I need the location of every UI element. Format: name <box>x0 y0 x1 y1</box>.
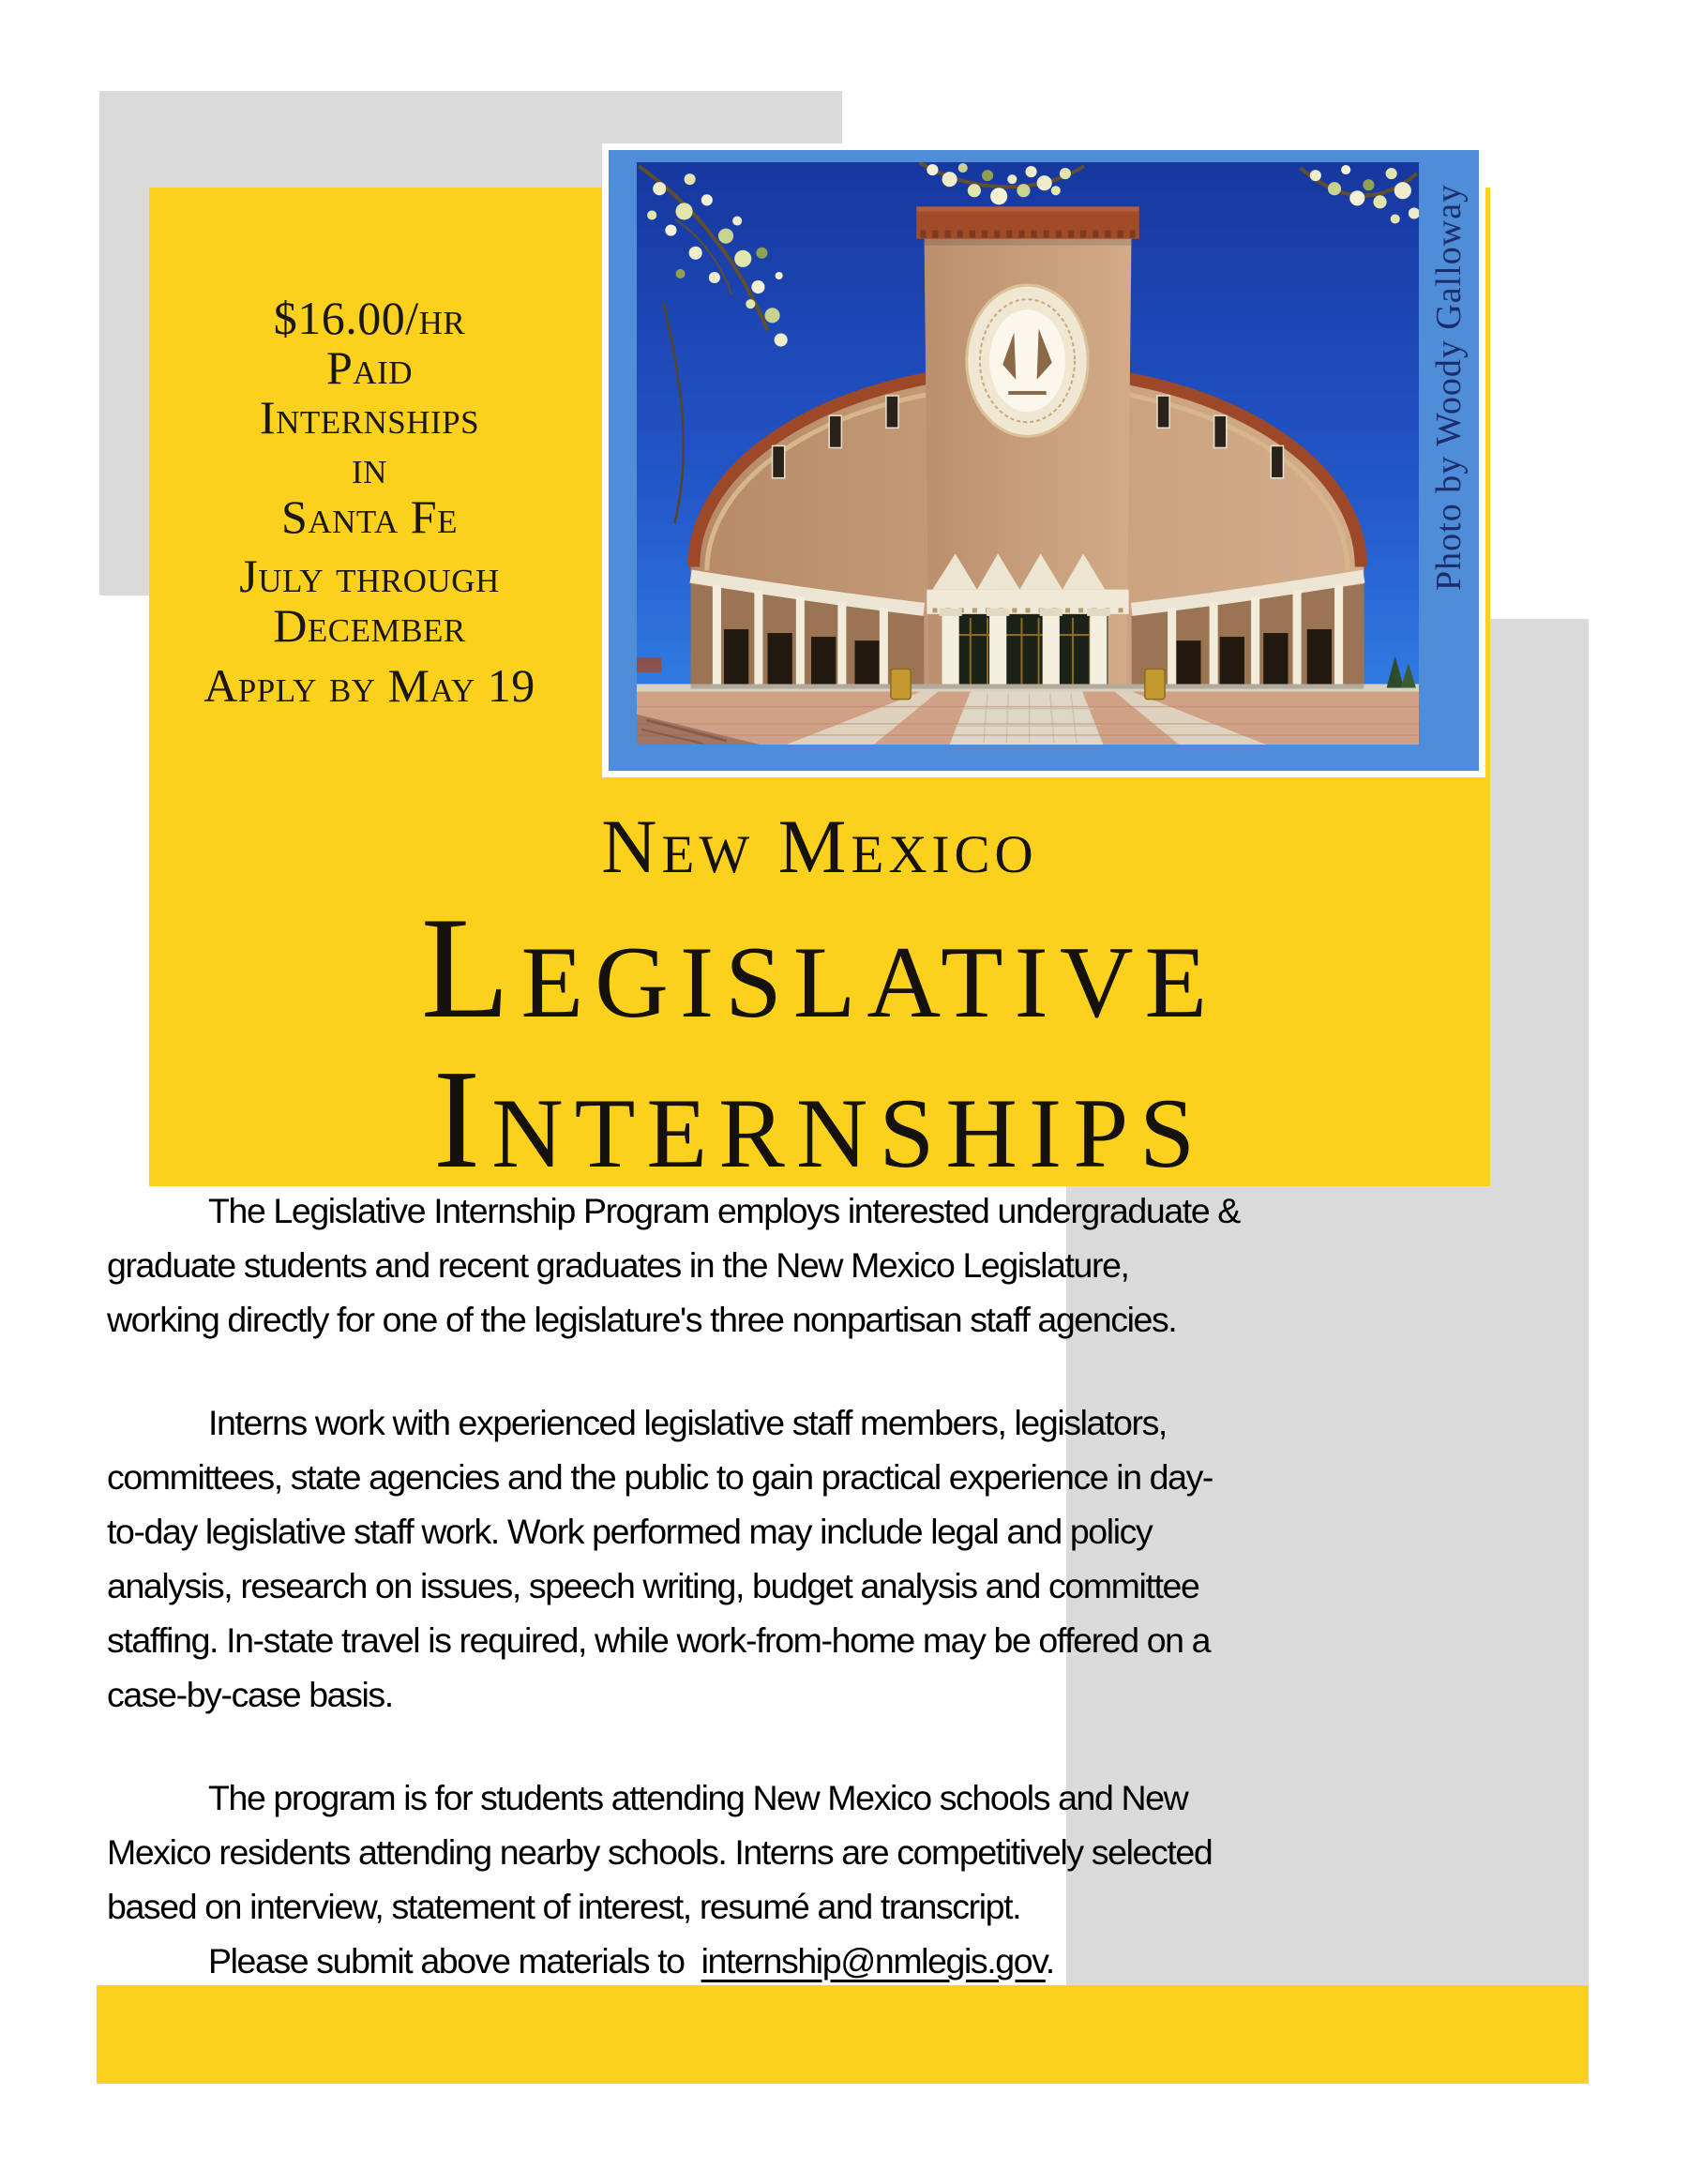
body-line: Mexico residents attending nearby schools. Interns are competitively selected <box>107 1832 1213 1872</box>
body-line: working directly for one of the legislature's three nonpartisan staff agencies. <box>107 1300 1177 1339</box>
promo-block <box>149 294 590 711</box>
body-line: The Legislative Internship Program employs interested undergraduate & <box>208 1191 1240 1230</box>
body-line: committees, state agencies and the public to gain practical experience in day- <box>107 1457 1213 1497</box>
body-line: graduate students and recent graduates in the New Mexico Legislature, <box>107 1245 1129 1285</box>
submit-line <box>107 1934 1420 1988</box>
page-title-new-mexico: New Mexico <box>601 804 1038 889</box>
promo-paid: Paid <box>325 341 413 394</box>
body-line: staffing. In-state travel is required, while work-from-home may be offered on a <box>107 1620 1211 1660</box>
body-line: The program is for students attending New Mexico schools and New <box>208 1778 1188 1817</box>
promo-july-through: July through <box>239 550 500 602</box>
body-line: based on interview, statement of interest, resumé and transcript. <box>107 1887 1021 1926</box>
promo-santa-fe: Santa Fe <box>281 490 458 543</box>
submit-period: . <box>1045 1941 1054 1981</box>
body-line: analysis, research on issues, speech writing, budget analysis and committee <box>107 1566 1199 1605</box>
photo-credit: Photo by Woody Galloway <box>1429 183 1469 591</box>
body-line: case-by-case basis. <box>107 1675 393 1714</box>
promo-in: in <box>352 441 387 493</box>
promo-internships: Internships <box>259 391 480 444</box>
submit-instruction: Please submit above materials to <box>208 1941 701 1981</box>
photo-blue-frame <box>609 150 1479 771</box>
paragraph-intern-work <box>107 1395 1420 1722</box>
yellow-footer-bar <box>97 1985 1589 2084</box>
page-title-legislative: Legislative <box>420 887 1219 1048</box>
promo-apply-deadline: Apply by May 19 <box>203 659 535 712</box>
email-link[interactable]: internship@nmlegis.gov <box>701 1941 1046 1981</box>
promo-december: December <box>273 599 466 652</box>
body-line: to-day legislative staff work. Work performed may include legal and policy <box>107 1512 1153 1551</box>
capitol-photo <box>602 143 1485 777</box>
capitol-photo-illustration <box>637 162 1419 745</box>
promo-rate: $16.00/hr <box>273 292 466 344</box>
body-text <box>107 1183 1420 1988</box>
paragraph-eligibility <box>107 1770 1420 1988</box>
paragraph-program-overview <box>107 1183 1420 1347</box>
page-title-internships: Internships <box>432 1040 1207 1197</box>
body-line: Interns work with experienced legislative staff members, legislators, <box>208 1403 1167 1442</box>
